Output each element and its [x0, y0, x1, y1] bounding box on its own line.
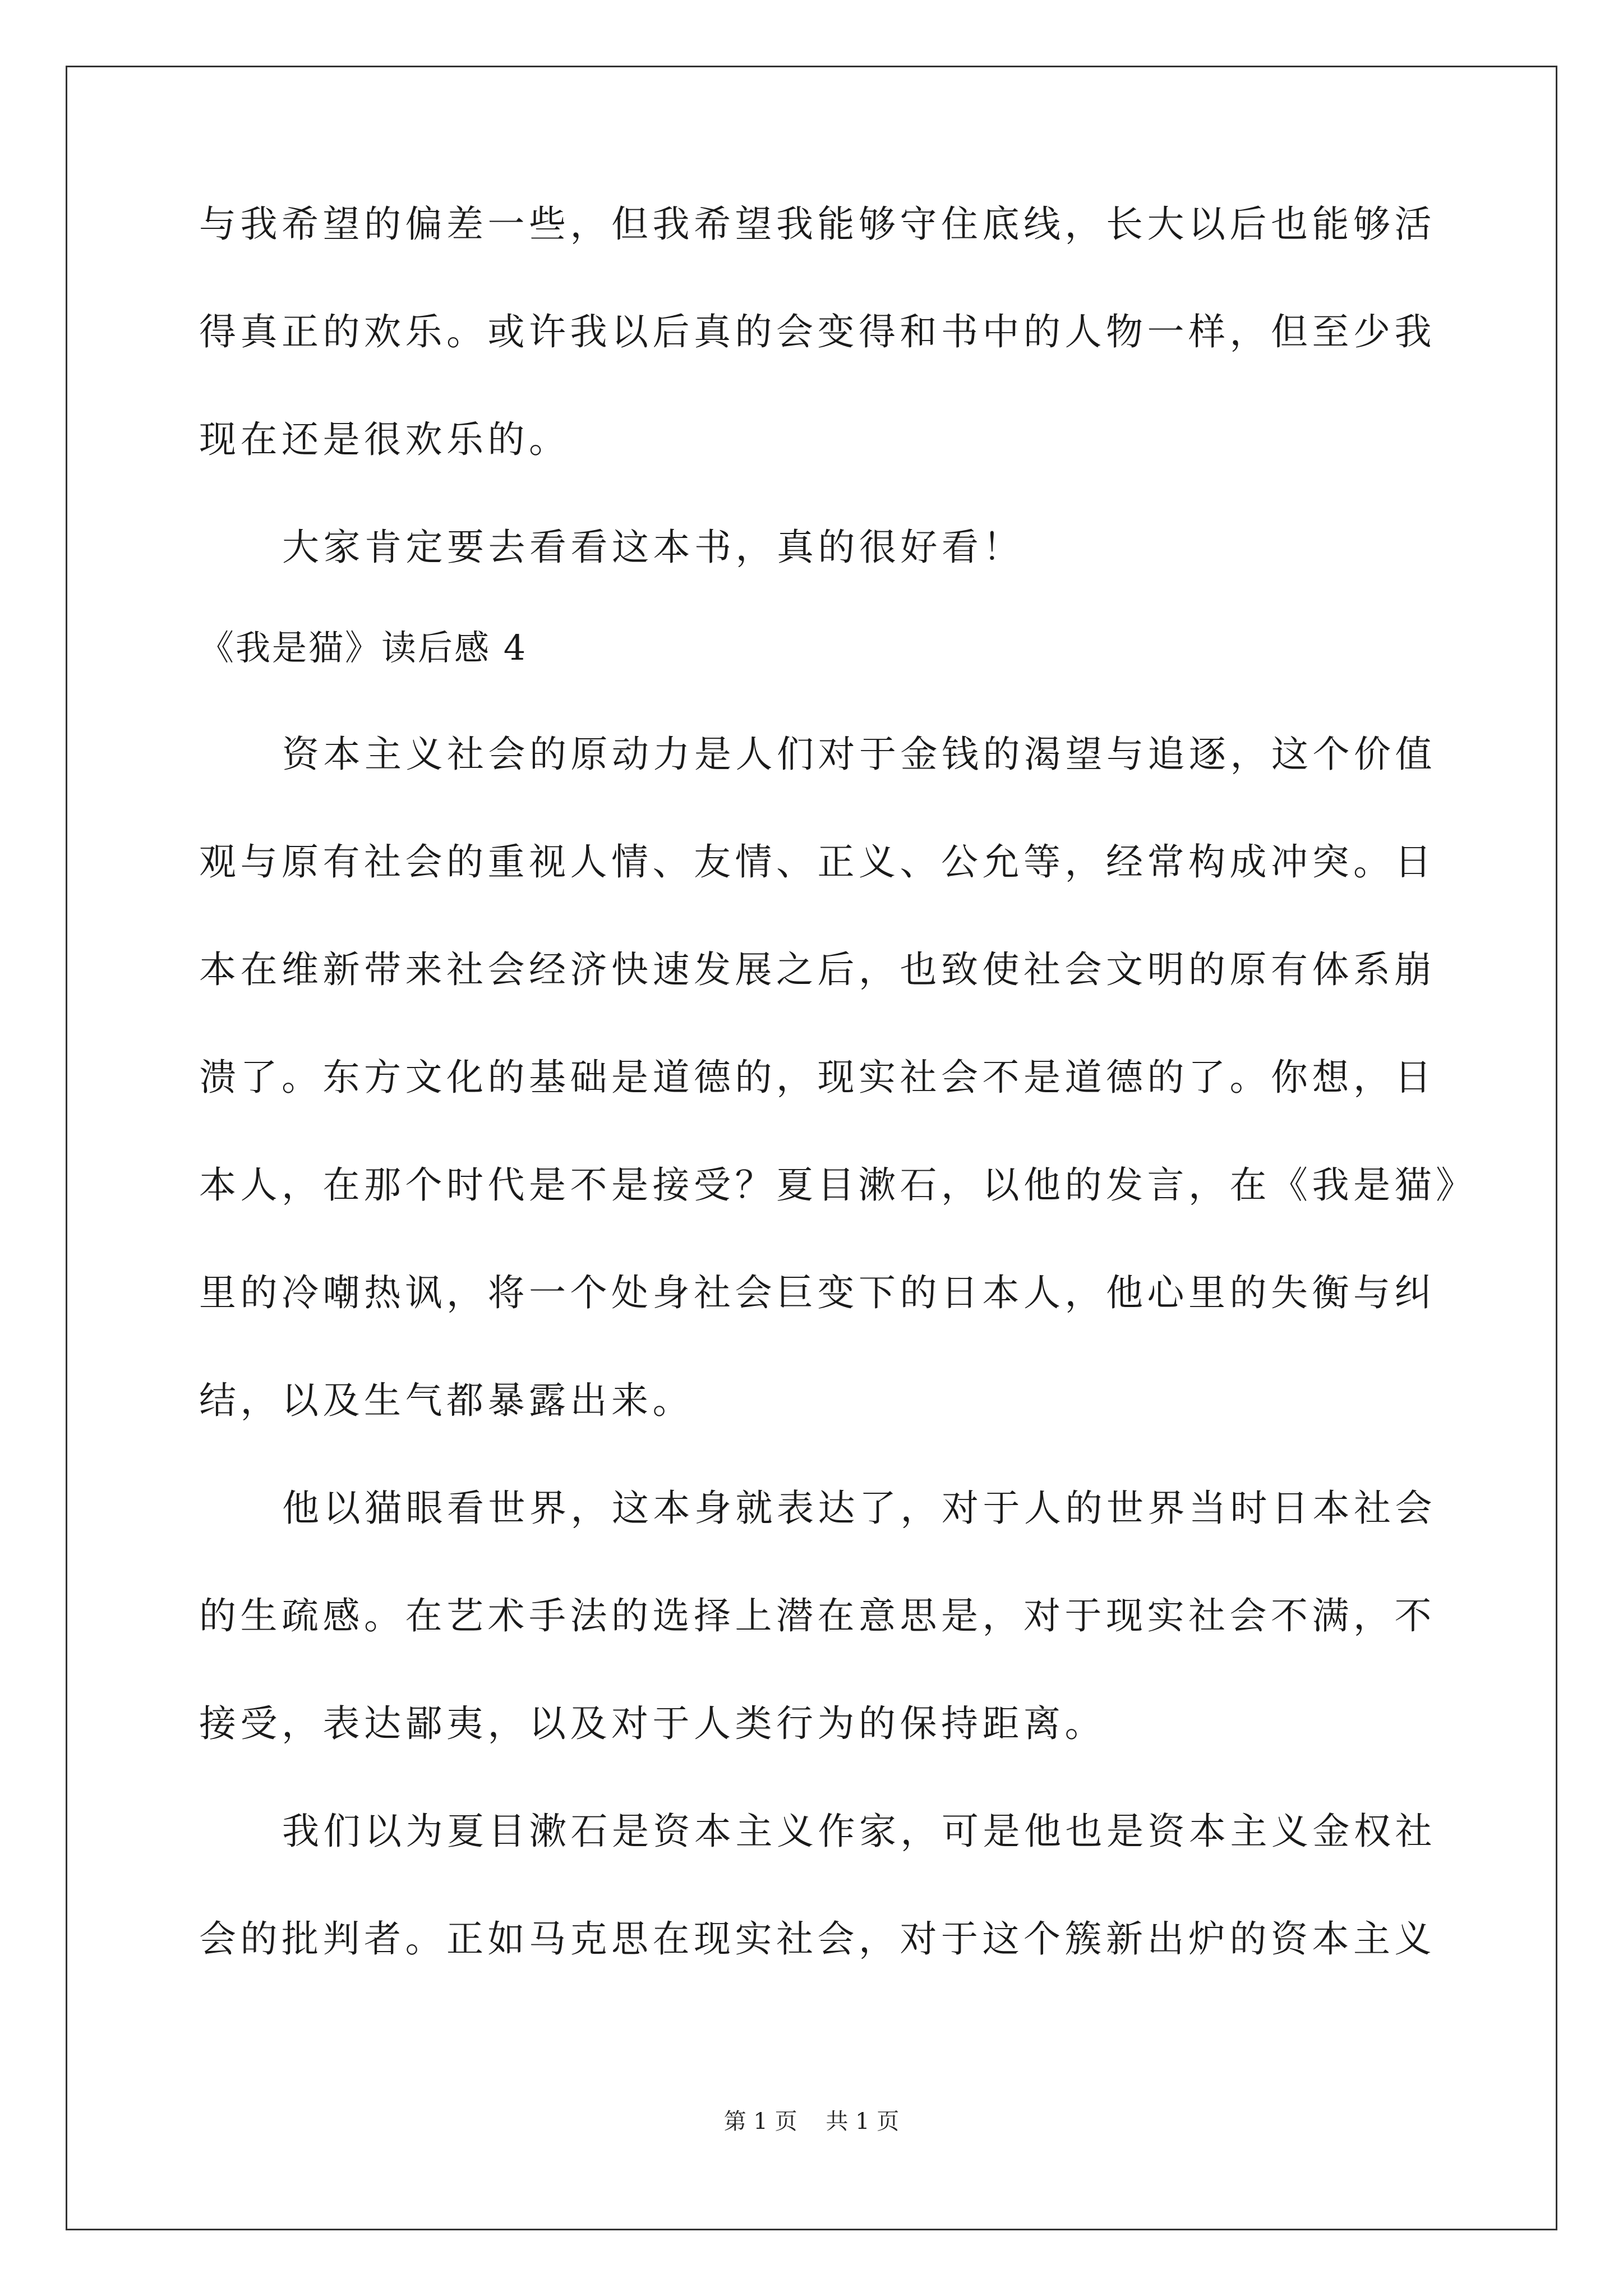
section-heading: 《我是猫》读后感 4: [199, 627, 528, 668]
text-line: 接受，表达鄙夷，以及对于人类行为的保持距离。: [199, 1702, 1106, 1745]
text-line: 与我希望的偏差一些，但我希望我能够守住底线，长大以后也能够活: [199, 203, 1436, 246]
text-line: 会的批判者。正如马克思在现实社会，对于这个簇新出炉的资本主义: [199, 1917, 1436, 1961]
text-line: 资本主义社会的原动力是人们对于金钱的渴望与追逐，这个价值: [282, 733, 1436, 776]
text-line: 大家肯定要去看看这本书，真的很好看！: [282, 526, 1024, 569]
text-line: 现在还是很欢乐的。: [199, 418, 570, 461]
page-border: [66, 66, 1557, 2230]
page-footer: 第 1 页 共 1 页: [723, 2109, 900, 2134]
text-line: 里的冷嘲热讽，将一个处身社会巨变下的日本人，他心里的失衡与纠: [199, 1271, 1436, 1314]
text-line: 溃了。东方文化的基础是道德的，现实社会不是道德的了。你想，日: [199, 1056, 1436, 1099]
text-line: 结，以及生气都暴露出来。: [199, 1379, 694, 1422]
text-line: 的生疏感。在艺术手法的选择上潜在意思是，对于现实社会不满，不: [199, 1594, 1436, 1637]
text-line: 本在维新带来社会经济快速发展之后，也致使社会文明的原有体系崩: [199, 948, 1436, 991]
text-line: 我们以为夏目漱石是资本主义作家，可是他也是资本主义金权社: [282, 1810, 1436, 1853]
text-line: 观与原有社会的重视人情、友情、正义、公允等，经常构成冲突。日: [199, 840, 1436, 884]
text-line: 得真正的欢乐。或许我以后真的会变得和书中的人物一样，但至少我: [199, 310, 1436, 353]
text-line: 本人，在那个时代是不是接受？夏目漱石，以他的发言，在《我是猫》: [199, 1163, 1477, 1207]
text-line: 他以猫眼看世界，这本身就表达了，对于人的世界当时日本社会: [282, 1487, 1436, 1530]
